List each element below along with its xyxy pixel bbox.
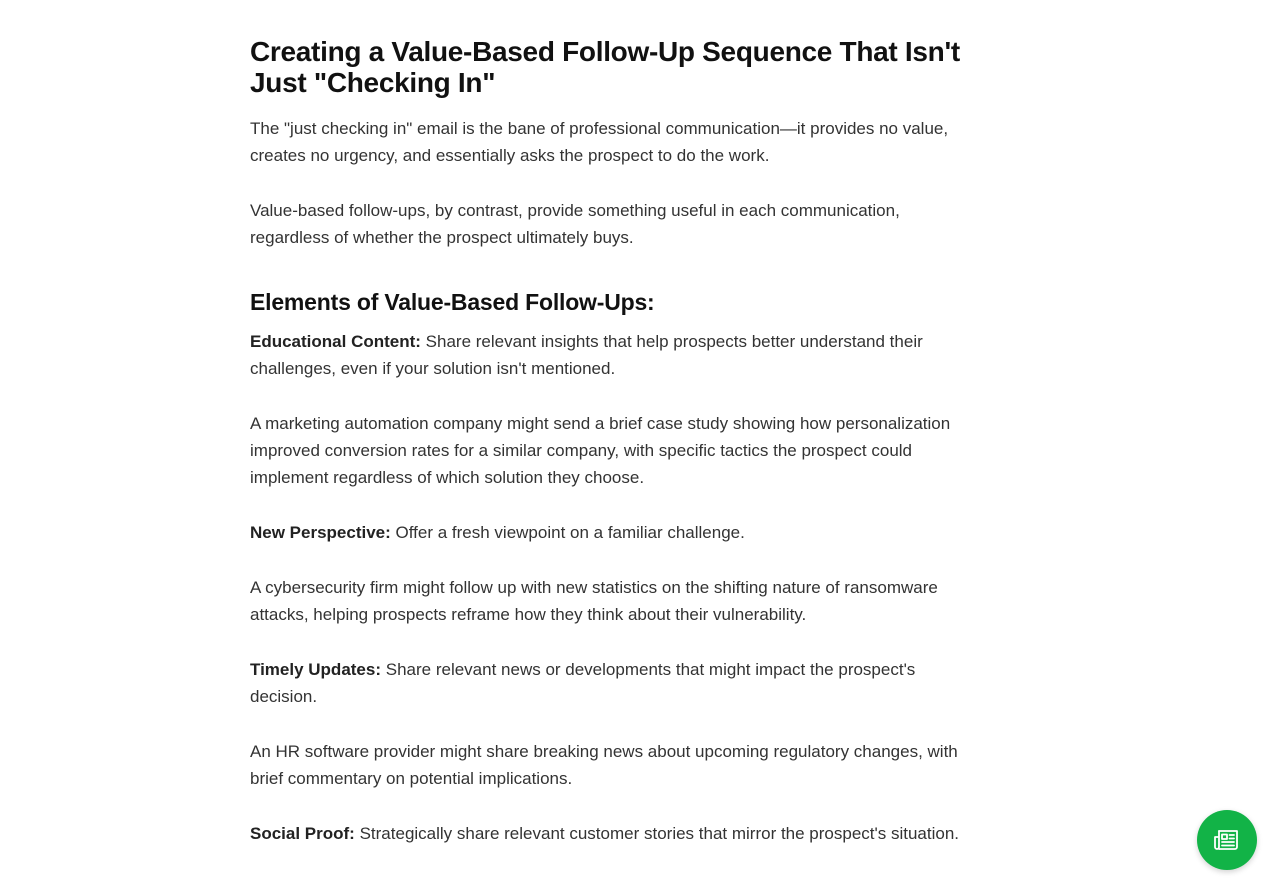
example-paragraph-perspective: A cybersecurity firm might follow up with new statistics on the shifting nature of ransomware attacks, helping prospects reframe how they think about their vulnerability. — [250, 578, 938, 624]
element-paragraph-perspective — [250, 519, 960, 546]
article — [250, 36, 960, 875]
element-term: Social Proof: — [250, 824, 355, 843]
element-description: Share relevant insights that help prospects better understand their challenges, even if your solution isn't mentioned. — [250, 332, 923, 378]
element-description: Offer a fresh viewpoint on a familiar challenge. — [390, 523, 745, 542]
floating-news-button[interactable] — [1197, 810, 1257, 870]
element-paragraph-social-proof — [250, 820, 960, 847]
article-title: Creating a Value-Based Follow-Up Sequence That Isn't Just "Checking In" — [250, 36, 960, 98]
section-heading: Elements of Value-Based Follow-Ups: — [250, 289, 655, 315]
element-paragraph-educational — [250, 328, 960, 382]
element-term: New Perspective: — [250, 523, 391, 542]
element-term: Educational Content: — [250, 332, 421, 351]
element-description: Strategically share relevant customer stories that mirror the prospect's situation. — [354, 824, 960, 843]
element-description: Share relevant news or developments that might impact the prospect's decision. — [250, 660, 916, 706]
example-paragraph-timely: An HR software provider might share breaking news about upcoming regulatory changes, with brief commentary on potential implications. — [250, 742, 958, 788]
intro-paragraph-2: Value-based follow-ups, by contrast, provide something useful in each communication, regardless of whether the prospect ultimately buys. — [250, 201, 900, 247]
element-term: Timely Updates: — [250, 660, 382, 679]
newspaper-icon — [1214, 828, 1240, 852]
example-paragraph-educational: A marketing automation company might send a brief case study showing how personalization improved conversion rates for a similar company, with specific tactics the prospect could implement regardless of which solution they choose. — [250, 414, 951, 487]
element-paragraph-timely — [250, 656, 960, 710]
intro-paragraph-1: The "just checking in" email is the bane of professional communication—it provides no value, creates no urgency, and essentially asks the prospect to do the work. — [250, 119, 949, 165]
